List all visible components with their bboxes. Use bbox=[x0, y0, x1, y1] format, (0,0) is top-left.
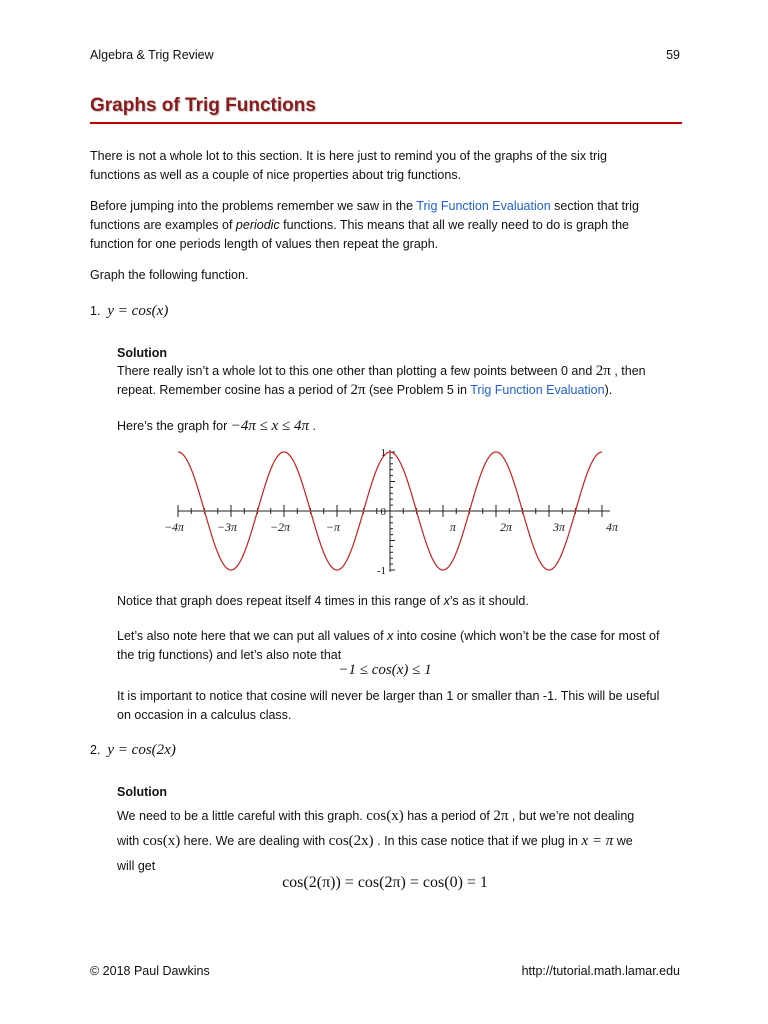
important-text bbox=[117, 687, 677, 725]
intro-paragraph-2 bbox=[90, 197, 670, 254]
text: functions. This means that all we really need to do is graph the bbox=[279, 218, 629, 232]
text: with bbox=[117, 834, 143, 848]
trig-function-evaluation-link[interactable]: Trig Function Evaluation bbox=[470, 383, 605, 397]
problem-equation: y = cos(2x) bbox=[107, 742, 176, 758]
note-line: the trig functions) and let’s also note that bbox=[117, 648, 342, 662]
emphasis: x bbox=[387, 629, 394, 643]
cosine-graph bbox=[150, 442, 630, 580]
problem-2-heading bbox=[90, 742, 176, 759]
emphasis: periodic bbox=[235, 218, 280, 232]
important-line: It is important to notice that cosine will never be larger than 1 or smaller than -1. This will be useful bbox=[117, 689, 660, 703]
important-line: on occasion in a calculus class. bbox=[117, 708, 292, 722]
page-title: Graphs of Trig Functions bbox=[90, 95, 316, 116]
text: ). bbox=[604, 383, 613, 397]
text: we bbox=[613, 834, 633, 848]
math: 2π bbox=[493, 808, 509, 824]
math: cos(2x) bbox=[328, 833, 374, 849]
problem-1-heading bbox=[90, 303, 168, 320]
math: x = π bbox=[581, 833, 614, 849]
running-header: Algebra & Trig Review bbox=[90, 48, 214, 62]
y-tick-label: 0 bbox=[380, 506, 386, 518]
intro-line: functions as well as a couple of nice properties about trig functions. bbox=[90, 168, 462, 182]
title-rule bbox=[90, 122, 682, 124]
text: Before jumping into the problems remember we saw in the bbox=[90, 199, 417, 213]
text: Notice that graph does repeat itself 4 times in this range of bbox=[117, 594, 444, 608]
y-tick-label: -1 bbox=[376, 565, 386, 577]
solution-text bbox=[117, 362, 677, 400]
problem-number: 1. bbox=[90, 304, 101, 318]
axes bbox=[178, 450, 610, 572]
math: 2π bbox=[595, 363, 611, 379]
footer-copyright: © 2018 Paul Dawkins bbox=[90, 964, 210, 978]
solution-text bbox=[117, 804, 677, 879]
text: (see Problem 5 in bbox=[365, 383, 471, 397]
x-tick-label: π bbox=[450, 520, 457, 534]
intro-line: There is not a whole lot to this section. It is here just to remind you of the graphs of the six trig bbox=[90, 149, 607, 163]
note-text bbox=[117, 627, 677, 665]
x-tick-label: −4π bbox=[163, 520, 185, 534]
intro-paragraph-1 bbox=[90, 147, 670, 185]
emphasis: x bbox=[443, 594, 450, 608]
solution-label: Solution bbox=[117, 346, 167, 360]
x-tick-label: −2π bbox=[269, 520, 291, 534]
text: . In this case notice that if we plug in bbox=[373, 834, 582, 848]
math: 2π bbox=[350, 382, 366, 398]
x-tick-label: 4π bbox=[605, 520, 619, 534]
math: cos(x) bbox=[142, 833, 181, 849]
y-tick-label: 1 bbox=[380, 447, 386, 459]
trig-function-evaluation-link[interactable]: Trig Function Evaluation bbox=[416, 199, 551, 213]
notice-text bbox=[117, 592, 677, 611]
text: There really isn’t a whole lot to this one other than plotting a few points between 0 and bbox=[117, 364, 596, 378]
text: , then bbox=[610, 364, 646, 378]
text: functions are examples of bbox=[90, 218, 236, 232]
math: −4π ≤ x ≤ 4π bbox=[230, 418, 310, 434]
text: , but we’re not dealing bbox=[508, 809, 635, 823]
text: . bbox=[309, 419, 316, 433]
result-equation: cos(2(π)) = cos(2π) = cos(0) = 1 bbox=[282, 874, 488, 891]
intro-line: function for one periods length of values then repeat the graph. bbox=[90, 237, 439, 251]
instruction: Graph the following function. bbox=[90, 268, 249, 282]
problem-equation: y = cos(x) bbox=[107, 303, 169, 319]
problem-number: 2. bbox=[90, 743, 101, 757]
math: cos(x) bbox=[366, 808, 404, 824]
text: ’s as it should. bbox=[449, 594, 529, 608]
text: has a period of bbox=[403, 809, 494, 823]
text: into cosine (which won’t be the case for most of bbox=[393, 629, 660, 643]
solution-line: will get bbox=[117, 859, 156, 873]
x-tick-label: 3π bbox=[553, 520, 566, 534]
text: section that trig bbox=[550, 199, 639, 213]
text: repeat. Remember cosine has a period of bbox=[117, 383, 351, 397]
text: here. We are dealing with bbox=[180, 834, 329, 848]
text: Here’s the graph for bbox=[117, 419, 231, 433]
x-tick-label: −3π bbox=[216, 520, 238, 534]
x-tick-label: −π bbox=[325, 520, 341, 534]
text: We need to be a little careful with this graph. bbox=[117, 809, 367, 823]
x-tick-label: 2π bbox=[499, 520, 513, 534]
inequality: −1 ≤ cos(x) ≤ 1 bbox=[338, 662, 432, 678]
graph-intro bbox=[117, 417, 677, 436]
text: Let’s also note here that we can put all values of bbox=[117, 629, 388, 643]
footer-url[interactable]: http://tutorial.math.lamar.edu bbox=[521, 964, 680, 978]
axis-labels bbox=[164, 447, 619, 577]
page-number: 59 bbox=[666, 48, 680, 62]
solution-label: Solution bbox=[117, 785, 167, 799]
